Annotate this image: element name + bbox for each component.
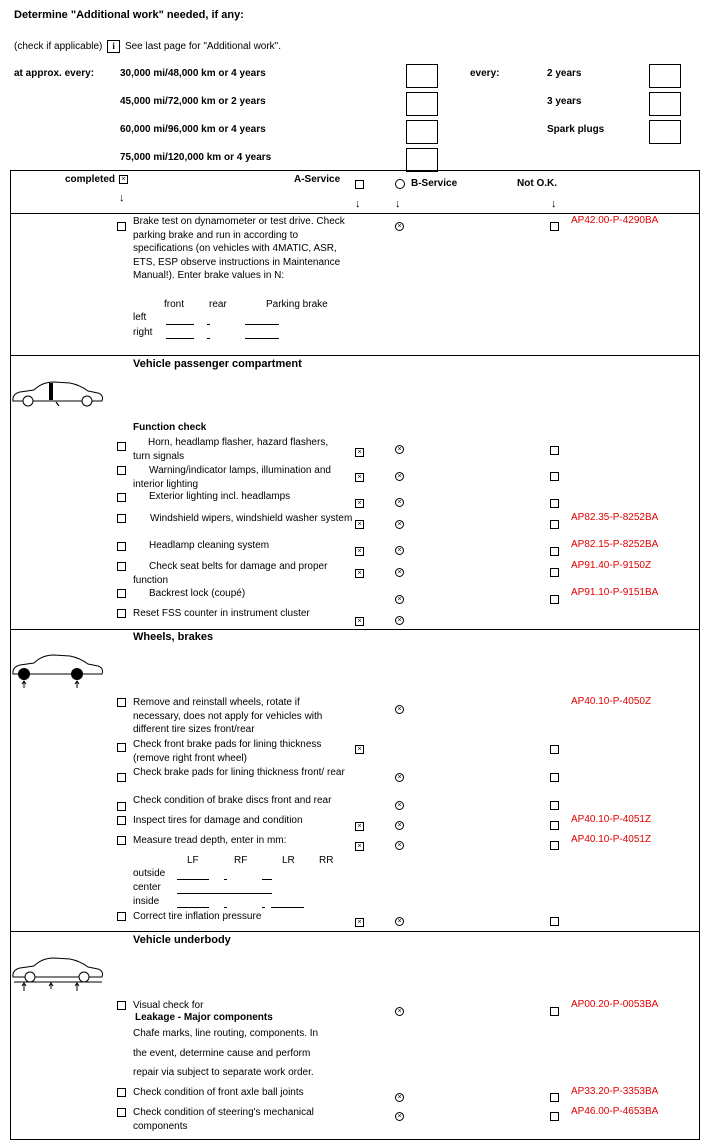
tread-outside-rf-field[interactable]	[224, 879, 227, 880]
tread-col-rr: RR	[319, 855, 334, 866]
tires-condition-completed-checkbox[interactable]	[117, 816, 126, 825]
arrow-b-service-icon: ↓	[395, 198, 401, 210]
tread-inside-lr-field[interactable]	[262, 907, 265, 908]
every-box-1[interactable]	[649, 64, 681, 88]
brake-left-front-field[interactable]	[166, 324, 194, 325]
wipers-ref[interactable]: AP82.35-P-8252BA	[571, 512, 659, 523]
discs-not-ok-checkbox[interactable]	[550, 801, 559, 810]
front-pads-not-ok-checkbox[interactable]	[550, 745, 559, 754]
backrest-not-ok-checkbox[interactable]	[550, 595, 559, 604]
interval-box-3[interactable]	[406, 120, 438, 144]
at-approx-label: at approx. every:	[14, 68, 95, 79]
section-title-wheels: Wheels, brakes	[133, 631, 214, 643]
brake-test-completed-checkbox[interactable]	[117, 222, 126, 231]
seat-belts-a-service-mark: ×	[355, 569, 364, 578]
car-wheels-icon	[10, 650, 105, 692]
headlamp-cleaning-b-service-mark: ×	[395, 546, 404, 555]
front-pads-text: Check front brake pads for lining thickness (remove right front wheel)	[133, 739, 322, 764]
seat-belts-b-service-mark: ×	[395, 568, 404, 577]
horn-b-service-mark: ×	[395, 445, 404, 454]
tread-depth-not-ok-checkbox[interactable]	[550, 841, 559, 850]
backrest-text: Backrest lock (coupé)	[149, 588, 246, 599]
tread-depth-text: Measure tread depth, enter in mm:	[133, 835, 287, 846]
backrest-ref[interactable]: AP91.10-P-9151BA	[571, 587, 659, 598]
horn-a-service-mark: ×	[355, 448, 364, 457]
warning-lamps-text: Warning/indicator lamps, illumination and interior lighting	[133, 465, 331, 490]
wipers-completed-checkbox[interactable]	[117, 514, 126, 523]
headlamp-cleaning-a-service-mark: ×	[355, 547, 364, 556]
brake-front-label: front	[164, 299, 185, 310]
col-a-service: A-Service	[294, 174, 341, 185]
tread-depth-a-service-mark: ×	[355, 842, 364, 851]
rotate-wheels-ref[interactable]: AP40.10-P-4050Z	[571, 696, 652, 707]
car-underbody-icon	[10, 953, 105, 995]
tread-center-field[interactable]	[177, 893, 272, 894]
brake-test-text: Brake test on dynamometer or test drive. Check parking brake and run in according to specifications (on vehicles with 4MATIC, ASR, ETS, ESP observe instructions in Maintenance Manual!). Enter brake values in N:	[133, 216, 345, 281]
leakage-ref[interactable]: AP00.20-P-0053BA	[571, 999, 659, 1010]
check-note-post: See last page for "Additional work".	[124, 41, 282, 53]
interval-label-4: 75,000 mi/120,000 km or 4 years	[120, 152, 272, 163]
brake-test-ref[interactable]: AP42.00-P-4290BA	[571, 215, 659, 226]
col-b-service: B-Service	[411, 178, 458, 189]
arrow-completed-icon: ↓	[119, 192, 125, 204]
brake-left-parking-field[interactable]	[245, 324, 279, 325]
warning-lamps-not-ok-checkbox[interactable]	[550, 472, 559, 481]
brake-parking-label: Parking brake	[266, 299, 328, 310]
headlamp-cleaning-completed-checkbox[interactable]	[117, 542, 126, 551]
tread-col-lr: LR	[282, 855, 295, 866]
discs-b-service-mark: ×	[395, 801, 404, 810]
fss-text: Reset FSS counter in instrument cluster	[133, 608, 310, 619]
brake-test-b-service-mark: ×	[395, 222, 404, 231]
tread-row-outside: outside	[133, 868, 166, 879]
headlamp-cleaning-not-ok-checkbox[interactable]	[550, 547, 559, 556]
col-not-ok: Not O.K.	[517, 178, 557, 189]
warning-lamps-a-service-mark: ×	[355, 473, 364, 482]
leakage-b-service-mark: ×	[395, 1007, 404, 1016]
visual-check-text: Visual check for	[133, 1000, 204, 1011]
interval-box-2[interactable]	[406, 92, 438, 116]
tires-condition-not-ok-checkbox[interactable]	[550, 821, 559, 830]
b-service-legend-circle	[395, 179, 405, 189]
interval-label-1: 30,000 mi/48,000 km or 4 years	[120, 68, 266, 79]
section-title-underbody: Vehicle underbody	[133, 934, 231, 946]
warning-lamps-b-service-mark: ×	[395, 472, 404, 481]
interval-label-3: 60,000 mi/96,000 km or 4 years	[120, 124, 266, 135]
tread-depth-ref[interactable]: AP40.10-P-4051Z	[571, 834, 652, 845]
tread-depth-b-service-mark: ×	[395, 841, 404, 850]
brake-right-front-field[interactable]	[166, 338, 194, 339]
backrest-b-service-mark: ×	[395, 595, 404, 604]
steering-ref[interactable]: AP46.00-P-4653BA	[571, 1106, 659, 1117]
leakage-completed-checkbox[interactable]	[117, 1001, 126, 1010]
fss-b-service-mark: ×	[395, 616, 404, 625]
front-pads-completed-checkbox[interactable]	[117, 743, 126, 752]
every-box-2[interactable]	[649, 92, 681, 116]
every-item-3: Spark plugs	[547, 124, 605, 135]
wipers-text: Windshield wipers, windshield washer system	[150, 513, 353, 524]
brake-rear-label: rear	[209, 299, 227, 310]
wipers-b-service-mark: ×	[395, 520, 404, 529]
info-icon: i	[107, 40, 120, 53]
exterior-lighting-not-ok-checkbox[interactable]	[550, 499, 559, 508]
pads-front-rear-not-ok-checkbox[interactable]	[550, 773, 559, 782]
headlamp-cleaning-text: Headlamp cleaning system	[149, 540, 270, 551]
tread-inside-lf-field[interactable]	[177, 907, 209, 908]
seat-belts-completed-checkbox[interactable]	[117, 562, 126, 571]
exterior-lighting-text: Exterior lighting incl. headlamps	[149, 491, 291, 502]
arrow-a-service-icon: ↓	[355, 198, 361, 210]
col-completed: completed	[65, 174, 116, 185]
leakage-label: Leakage - Major components	[135, 1012, 273, 1023]
interval-label-2: 45,000 mi/72,000 km or 2 years	[120, 96, 266, 107]
divider	[10, 355, 699, 356]
interval-box-1[interactable]	[406, 64, 438, 88]
rotate-wheels-text: Remove and reinstall wheels, rotate if necessary, does not apply for vehicles with different tire sizes front/rear	[133, 697, 323, 735]
tread-outside-lr-field[interactable]	[262, 879, 272, 880]
seat-belts-text: Check seat belts for damage and proper function	[133, 561, 328, 586]
tires-condition-a-service-mark: ×	[355, 822, 364, 831]
pads-front-rear-b-service-mark: ×	[395, 773, 404, 782]
pads-front-rear-text: Check brake pads for lining thickness front/ rear	[133, 767, 345, 778]
steering-text: Check condition of steering's mechanical components	[133, 1107, 314, 1132]
brake-left-label: left	[133, 312, 147, 323]
tread-outside-lf-field[interactable]	[177, 879, 209, 880]
wipers-a-service-mark: ×	[355, 520, 364, 529]
ball-joints-ref[interactable]: AP33.20-P-3353BA	[571, 1086, 659, 1097]
ball-joints-completed-checkbox[interactable]	[117, 1088, 126, 1097]
ball-joints-not-ok-checkbox[interactable]	[550, 1093, 559, 1102]
divider	[10, 629, 699, 630]
horn-text: Horn, headlamp flasher, hazard flashers, turn signals	[133, 437, 329, 462]
leakage-line-3: repair via subject to separate work order.	[133, 1067, 314, 1078]
car-interior-icon	[10, 377, 105, 412]
brake-right-parking-field[interactable]	[245, 338, 279, 339]
rotate-wheels-b-service-mark: ×	[395, 705, 404, 714]
leakage-line-1: Chafe marks, line routing, components. In	[133, 1028, 319, 1039]
divider	[10, 213, 699, 214]
tread-row-center: center	[133, 882, 161, 893]
discs-completed-checkbox[interactable]	[117, 802, 126, 811]
tread-depth-completed-checkbox[interactable]	[117, 836, 126, 845]
tread-col-rf: RF	[234, 855, 248, 866]
tires-condition-b-service-mark: ×	[395, 821, 404, 830]
pads-front-rear-completed-checkbox[interactable]	[117, 773, 126, 782]
checklist-table	[10, 170, 700, 1140]
tread-row-inside: inside	[133, 896, 160, 907]
inflation-not-ok-checkbox[interactable]	[550, 917, 559, 926]
exterior-lighting-a-service-mark: ×	[355, 499, 364, 508]
every-item-2: 3 years	[547, 96, 582, 107]
brake-test-not-ok-checkbox[interactable]	[550, 222, 559, 231]
exterior-lighting-completed-checkbox[interactable]	[117, 493, 126, 502]
horn-not-ok-checkbox[interactable]	[550, 446, 559, 455]
tread-inside-rf-field[interactable]	[224, 907, 227, 908]
function-check-label: Function check	[133, 422, 207, 433]
fss-a-service-mark: ×	[355, 617, 364, 626]
rotate-wheels-completed-checkbox[interactable]	[117, 698, 126, 707]
leakage-not-ok-checkbox[interactable]	[550, 1007, 559, 1016]
check-note	[14, 40, 281, 53]
seat-belts-ref[interactable]: AP91.40-P-9150Z	[571, 560, 652, 571]
brake-left-rear-field[interactable]	[207, 324, 210, 325]
section-title-passenger: Vehicle passenger compartment	[133, 358, 302, 370]
seat-belts-not-ok-checkbox[interactable]	[550, 568, 559, 577]
leakage-line-2: the event, determine cause and perform	[133, 1048, 311, 1059]
brake-right-rear-field[interactable]	[207, 338, 210, 339]
inflation-text: Correct tire inflation pressure	[133, 911, 262, 922]
every-label: every:	[470, 68, 500, 79]
steering-not-ok-checkbox[interactable]	[550, 1112, 559, 1121]
steering-completed-checkbox[interactable]	[117, 1108, 126, 1117]
inflation-completed-checkbox[interactable]	[117, 912, 126, 921]
backrest-completed-checkbox[interactable]	[117, 589, 126, 598]
front-pads-a-service-mark: ×	[355, 745, 364, 754]
every-box-3[interactable]	[649, 120, 681, 144]
tires-condition-text: Inspect tires for damage and condition	[133, 815, 303, 826]
inflation-b-service-mark: ×	[395, 917, 404, 926]
a-service-legend-box	[355, 180, 364, 189]
inflation-a-service-mark: ×	[355, 918, 364, 927]
exterior-lighting-b-service-mark: ×	[395, 498, 404, 507]
steering-b-service-mark: ×	[395, 1112, 404, 1121]
tread-inside-rr-field[interactable]	[271, 907, 304, 908]
arrow-not-ok-icon: ↓	[551, 198, 557, 210]
page-title: Determine "Additional work" needed, if any:	[14, 9, 244, 21]
wipers-not-ok-checkbox[interactable]	[550, 520, 559, 529]
tread-col-lf: LF	[187, 855, 199, 866]
interval-box-4[interactable]	[406, 148, 438, 172]
ball-joints-b-service-mark: ×	[395, 1093, 404, 1102]
completed-legend-checked: ×	[119, 175, 128, 184]
headlamp-cleaning-ref[interactable]: AP82.15-P-8252BA	[571, 539, 659, 550]
ball-joints-text: Check condition of front axle ball joints	[133, 1087, 304, 1098]
check-note-pre: (check if applicable)	[14, 41, 103, 53]
horn-completed-checkbox[interactable]	[117, 442, 126, 451]
brake-right-label: right	[133, 327, 153, 338]
every-item-1: 2 years	[547, 68, 582, 79]
fss-completed-checkbox[interactable]	[117, 609, 126, 618]
divider	[10, 931, 699, 932]
discs-text: Check condition of brake discs front and rear	[133, 795, 332, 806]
tires-condition-ref[interactable]: AP40.10-P-4051Z	[571, 814, 652, 825]
warning-lamps-completed-checkbox[interactable]	[117, 466, 126, 475]
